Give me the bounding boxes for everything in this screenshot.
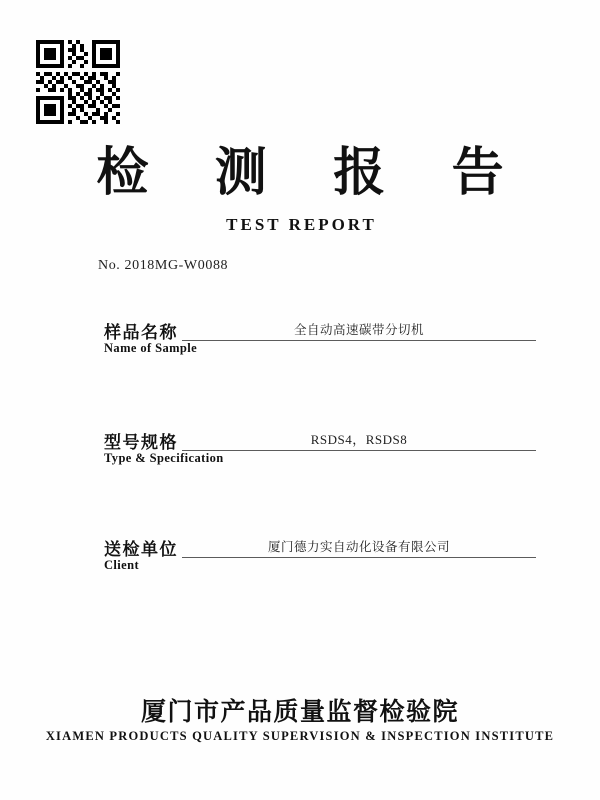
field-label-cn: 样品名称: [104, 323, 178, 342]
field-label-cn: 送检单位: [104, 540, 178, 559]
field-value-underline: [182, 428, 536, 451]
report-number: No. 2018MG-W0088: [98, 258, 229, 273]
field-label-cn: 型号规格: [104, 433, 178, 452]
field-value-underline: [182, 318, 536, 341]
page-title-en: TEST REPORT: [226, 215, 377, 234]
field-value: 全自动高速碳带分切机: [293, 323, 424, 337]
page-title-cn: 检 测 报 告: [96, 144, 530, 202]
field-type-specification: [104, 428, 536, 482]
issuer-name-cn: 厦门市产品质量监督检验院: [140, 698, 459, 726]
field-value: RSDS4，RSDS8: [310, 432, 408, 447]
qr-code-icon: [36, 40, 120, 124]
field-label-en: Client: [104, 558, 140, 572]
field-label-en: Name of Sample: [104, 341, 198, 355]
field-client: [104, 535, 536, 589]
issuer-name-en: XIAMEN PRODUCTS QUALITY SUPERVISION & INSPECTION INSTITUTE: [45, 729, 555, 743]
field-value: 厦门德力实自动化设备有限公司: [267, 540, 450, 554]
field-name-of-sample: [104, 318, 536, 372]
field-label-en: Type & Specification: [104, 451, 224, 465]
field-value-underline: [182, 535, 536, 558]
